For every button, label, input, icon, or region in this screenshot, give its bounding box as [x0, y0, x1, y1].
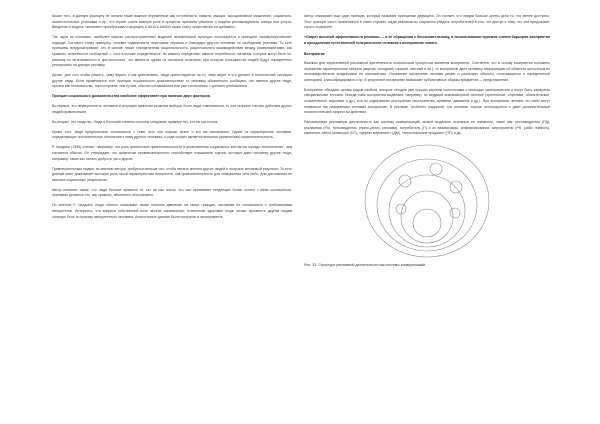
paragraph: Во-первых, это неуверенность человека в ситуации принятия решения выбора. Если люди сомневаются, то они склонны считать действия других людей правильными.	[52, 104, 292, 114]
paragraph: Автор описывает еще один принцип, который называет принципом дефицита. Он считает, что людям больше ценны цели то, что менее доступно. Этот принцип часто применяется в таких случаях, когда рекламисты стараются убедить потребителей в том, что доступ к тому, что они предлагают, строго ограничен.	[304, 14, 550, 30]
paragraph: Принцип социального доказательства наиболее эффективен при наличии двух факторов.	[52, 94, 211, 99]
satellite-circle-left	[399, 175, 411, 187]
paragraph: Привлекательным людям, по мнению автора, требуется меньше сил, чтобы менять мнения других людей и получать желаемый результат. То есть данный факт доказывает высокую роль такой характеристики внешности, как привлекательность для совершения чего-либо, для достижения ее высоких социальных результатов.	[52, 166, 292, 182]
paragraph: Р. Чалдини (1999) считает, например, что роль физической привлекательности в установлении социальных контактов гораздо значительнее, чем считается обычно. Он утверждает, что физически привлекательности способствует повышение оценок, которые дают человеку другие люди, например, таких как талант, доброта, ум и другие.	[52, 145, 292, 161]
figure-caption: Рис. 33. Структура рекламной деятельности как системы коммуникаций	[304, 263, 425, 268]
paragraph: Автор полагает также, что люди больше нравятся те, кто на нас похож, что они принимают тенденцию более охотно с ними соглашаться, принимая делается это, как правило, абсолютно неосознанно.	[52, 187, 292, 198]
left-column	[52, 14, 292, 225]
paragraph: Далее, для того чтобы решить, чему верить и как действовать, люди ориентируются на то, чему верят и что делают в аналогичной ситуации другие люди. Если применяется этот принцип «социального доказательства» то человеку обязательно сообщают, что именно другие люди, прочем как большинство, так поступали, тем лучше, обычно соглашаются или уже согласились с данным требованием.	[52, 73, 292, 89]
paragraph: Восприятие обладает целым рядом свойств, которые сегодня уже хорошо изучены психологами с помощью экспериментов и могут быть измерены специальными тестами. Иногда типы восприятия выделяют, например, по ведущей анализаторной системе (зрительные, слуховые, обонятельные, осязательные, вкусовые и др.) или по содержанию (восприятие пространства, времени, движения и др.). При восприятии человек что-либо могут появиться так называемые иллюзии восприятия. В рекламе, особенно наружной, эти иллюзии хорошо используются и дают дополнительный психологический эффект во действии.	[304, 87, 550, 115]
paragraph: По мнению Р. Чалдини, люди обычно оказывают также сильное давление на своих граждан, заставляя их соглашаться с требованиями авторитетов. Интересно, что вопреки собственной воле многие нормальные, психически здоровые люди готовы причинить другим людям сильную боль по приказу авторитетного человека. Аналогичные данные были получены в эксперименте.	[52, 203, 292, 219]
figure-communication-structure	[304, 141, 550, 261]
outer-ring	[365, 145, 489, 257]
paragraph: Кроме того, в данную формулу не попали такие важные переменные как потребности, памяти, эмоции, ассоциативное мышление, социально-психологические установки и пр., что играет очень важную роль в процессе принятия решения о покупке рекламируемого товара или услуги. Введение в модель «желание» преобразовало формулу в AIDA и AIMDA также стало существенно не добавило.	[52, 14, 292, 30]
paragraph: «Секрет высокой эффективности рекламы — в ее обращении к бессознательному, в использовании приемов снятия барьеров восприятия и преодоления естественной толерантности человека к восприятию нового.	[304, 35, 550, 45]
paragraph: Так, одна из основных, наиболее широко распространенных моделей человеческой культуры используется в принципе «коммуникативном» подходе. Согласно этому принципу, человек подвергается некоторым образом и благодаря другого человека по сообщению рекламы. То есть принципы предусматривают, что в основе лежит определенная рациональность, рационального взаимодействия между коммуникантами, как правило, потребности сообщений — хотя в основе определенные, по смыслу определяют именно потребность, желания, которые могут быть по-разному по интенсивности и достаточности, что является одним из основных понятием, при котором большинство людей будут определенно реагировать на данную рекламу.	[52, 35, 292, 68]
satellite-circle-bottom-right	[450, 208, 460, 218]
paragraph: Рассматривая рекламную деятельность как систему коммуникаций, можно выделить основные ее элементы, такие как: рекламодатель (РД), рекламная (РА), производитель (пресс-релиз, реклама), потребитель (П) и их взаимосвязь, информирование, мероприятия (PR, public relations), кампании, сейлз-промоушн (СП), «директ маркетинг» (ДМ), «персональные продажи» (ПП) и др.	[304, 120, 550, 136]
ring-4	[401, 191, 453, 243]
satellite-circle-bottom-left	[396, 204, 406, 214]
ring-3	[389, 175, 465, 247]
paragraph: Важным для эффективной рекламной деятельности психическим процессом является восприятие. Считается, что в основу восприятия положено отражение характеристики объекта (вкусом, холодный, горький, светлый и пр.), то восприятие дает человеку информацию об объектах целостным их непосредственном воздействии на анализаторы. Отражение восприятие человек узнает и различает объекты, отличающиеся и определенной категорией, классифицировать и пр. В результате восприятие возникают субъективные образы предметов — представления.	[304, 60, 550, 82]
right-top-text	[304, 14, 550, 46]
circles-diagram	[304, 141, 550, 261]
satellite-circle-top	[430, 163, 442, 175]
section-heading: Восприятие	[304, 52, 325, 57]
paragraph: Во-вторых, это сходство. Люди в большей степени склонны следовать примеру тех, кто на них похож.	[52, 119, 219, 124]
inner-ring	[413, 209, 441, 237]
satellite-circle-right	[450, 181, 462, 193]
right-column	[304, 14, 550, 269]
right-bottom-text	[304, 61, 550, 137]
paragraph: Кроме того, люди предпочитают соглашаться с теми, кого они хорошо знают и кто им симпатичен. Одной из характеристик человека, определяющих положительное отношение к нему другого человека, к роде служит является внешняя (физическая) привлекательность.	[52, 129, 292, 140]
